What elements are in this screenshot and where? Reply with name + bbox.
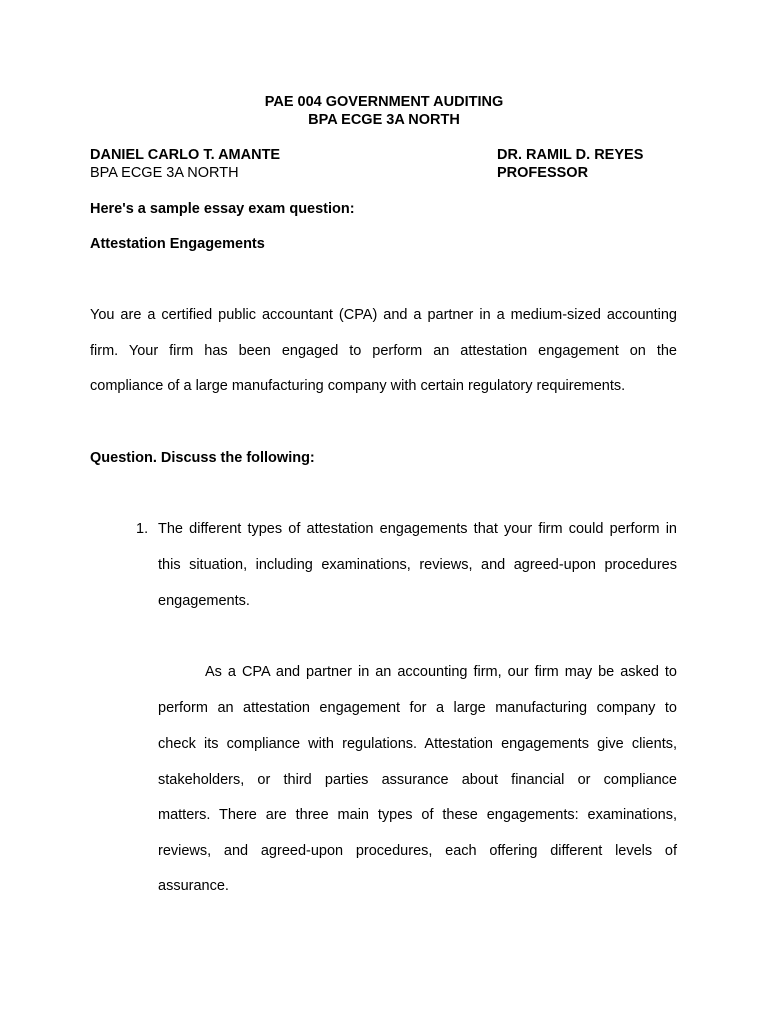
intro-topic: Attestation Engagements: [90, 236, 265, 252]
answer-line: As a CPA and partner in an accounting firm, our firm may be asked to: [205, 664, 677, 680]
answer-line: matters. There are three main types of these engagements: examinations,: [158, 807, 677, 823]
answer-line: assurance.: [158, 878, 229, 894]
course-section: BPA ECGE 3A NORTH: [308, 112, 460, 128]
scenario-line: You are a certified public accountant (CPA) and a partner in a medium-sized accounting: [90, 307, 677, 323]
course-title: PAE 004 GOVERNMENT AUDITING: [264, 94, 504, 110]
professor-name: DR. RAMIL D. REYES: [497, 147, 644, 163]
list-item-number: 1.: [136, 521, 149, 537]
scenario-line: firm. Your firm has been engaged to perform an attestation engagement on the: [90, 343, 677, 359]
answer-line: check its compliance with regulations. Attestation engagements give clients,: [158, 736, 677, 752]
answer-line: perform an attestation engagement for a large manufacturing company to: [158, 700, 677, 716]
scenario-line: compliance of a large manufacturing company with certain regulatory requirements.: [90, 378, 626, 394]
question-heading: Question. Discuss the following:: [90, 450, 315, 466]
question-item-line: this situation, including examinations, reviews, and agreed-upon procedures: [158, 557, 677, 573]
answer-line: stakeholders, or third parties assurance about financial or compliance: [158, 772, 677, 788]
student-section: BPA ECGE 3A NORTH: [90, 165, 239, 181]
professor-title: PROFESSOR: [497, 165, 589, 181]
question-item-line: engagements.: [158, 593, 250, 609]
answer-line: reviews, and agreed-upon procedures, each offering different levels of: [158, 843, 677, 859]
intro-lead: Here's a sample essay exam question:: [90, 201, 355, 217]
student-name: DANIEL CARLO T. AMANTE: [90, 147, 281, 163]
question-item-line: The different types of attestation engagements that your firm could perform in: [158, 521, 677, 537]
